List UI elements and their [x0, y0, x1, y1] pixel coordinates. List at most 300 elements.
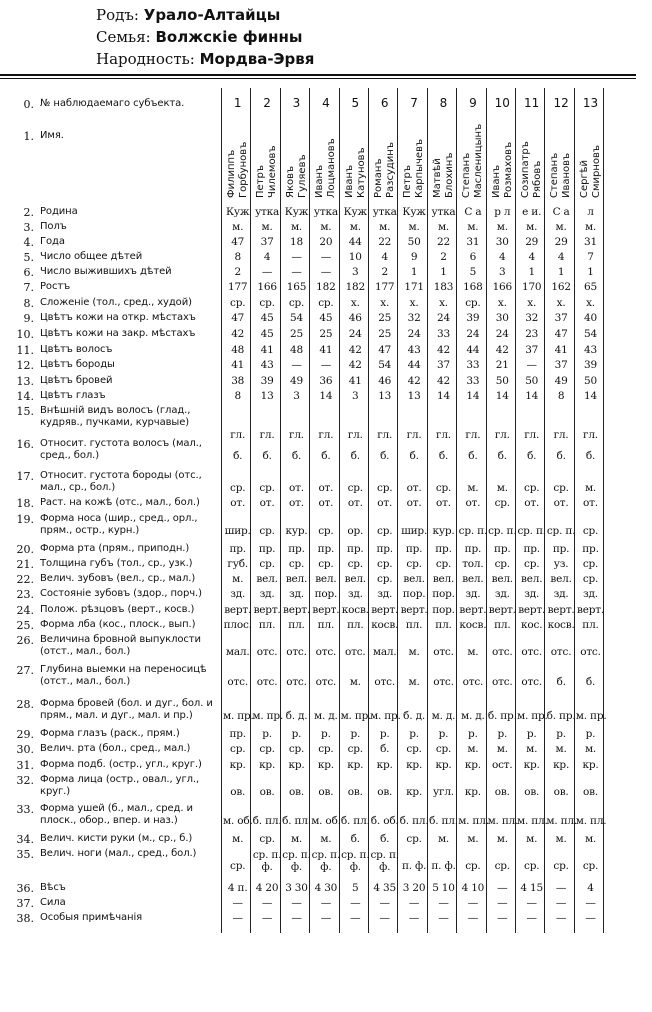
table-cell: 166	[257, 281, 277, 293]
subject-number: 1	[233, 96, 242, 110]
table-cell: вел.	[256, 573, 278, 585]
table-cell: ср. п.	[488, 525, 517, 537]
table-cell: 24	[348, 328, 362, 340]
table-cell: 43	[260, 359, 274, 371]
row-number: 20.	[16, 543, 34, 556]
table-cell: 14	[525, 390, 539, 402]
table-cell: х.	[380, 297, 390, 309]
table-cell: отс.	[433, 676, 454, 688]
row-label: Внѣшній видъ волосъ (глад., кудряв., пучками, курчавые)	[40, 405, 191, 428]
table-cell: 36	[319, 375, 333, 387]
table-cell: м.	[496, 833, 508, 845]
row-number: 9.	[23, 312, 34, 325]
table-cell: пл.	[582, 619, 599, 631]
table-cell: 5	[352, 882, 359, 894]
subject-name	[432, 116, 456, 198]
table-cell: кр.	[317, 759, 334, 771]
row-number: 34.	[16, 833, 34, 846]
table-cell: ср.	[582, 558, 599, 570]
table-cell: пр.	[494, 543, 511, 555]
row-number: 19.	[16, 513, 34, 526]
table-cell: м.	[496, 743, 508, 755]
table-cell: ср.	[377, 573, 393, 585]
subject-number: 6	[380, 96, 389, 110]
table-cell: м.	[584, 743, 597, 755]
table-cell: от.	[318, 497, 334, 509]
row-number: 10.	[16, 328, 34, 341]
table-cell: 182	[316, 281, 336, 293]
table-cell: зд.	[524, 588, 540, 600]
table-cell: ср.	[553, 860, 569, 872]
row-label: Число общее дѣтей	[40, 251, 143, 262]
row-number: 16.	[16, 438, 34, 451]
table-cell: —	[526, 912, 537, 924]
subject-number: 12	[553, 96, 569, 110]
table-cell: пр.	[347, 543, 364, 555]
row-number: 33.	[16, 803, 34, 816]
table-cell: м. об.	[311, 815, 341, 827]
row-label: Цвѣтъ глазъ	[40, 390, 106, 401]
table-cell: р.	[409, 728, 419, 740]
table-cell: м. пр.	[517, 710, 548, 722]
table-cell: ов.	[259, 786, 275, 798]
table-cell: верт.	[371, 604, 399, 616]
table-cell: 165	[286, 281, 307, 293]
table-cell: ов.	[583, 786, 598, 798]
table-cell: отс.	[550, 646, 572, 658]
subject-number: 3	[292, 96, 301, 110]
row-number: 22.	[16, 573, 34, 586]
table-cell: вел.	[521, 573, 543, 585]
table-cell: 23	[525, 328, 539, 340]
table-cell: б. д.	[403, 710, 425, 722]
table-cell: б. пр.	[487, 710, 517, 722]
table-cell: —	[555, 912, 567, 924]
table-cell: верт.	[282, 604, 310, 616]
table-cell: пр.	[523, 543, 540, 555]
table-cell: м.	[496, 482, 508, 494]
row-number: 31.	[16, 759, 34, 772]
table-cell: уз.	[553, 558, 569, 570]
table-cell: кр.	[376, 759, 393, 771]
table-cell: ср.	[553, 482, 569, 494]
row-label: № наблюдаемаго субъекта.	[40, 98, 185, 109]
table-cell: 37	[260, 236, 274, 248]
table-cell: ов.	[524, 786, 540, 798]
row-label: Вѣсъ	[40, 882, 66, 893]
table-cell: 8	[557, 390, 565, 402]
table-cell: 45	[260, 312, 274, 324]
table-cell: м.	[437, 833, 450, 845]
table-cell: б. пл.	[429, 815, 458, 827]
table-cell: 8	[234, 251, 241, 263]
table-cell: 32	[525, 312, 539, 324]
table-cell: 14	[466, 390, 480, 402]
subject-number: 8	[439, 96, 448, 110]
table-cell: ов.	[289, 786, 304, 798]
table-cell: ов.	[347, 786, 363, 798]
table-cell: отс.	[521, 676, 542, 688]
table-cell: б. пл.	[282, 815, 311, 827]
table-cell: 3	[352, 266, 359, 278]
table-cell: м. д.	[431, 710, 456, 722]
table-cell: 33	[466, 359, 480, 371]
table-cell: 24	[407, 328, 421, 340]
table-cell: отс.	[315, 646, 337, 658]
table-cell: м. пл.	[487, 815, 519, 827]
table-cell: —	[408, 912, 420, 924]
table-cell: 8	[234, 390, 241, 402]
table-cell: м.	[584, 833, 597, 845]
table-cell: 3 30	[285, 882, 308, 894]
table-cell: 47	[554, 328, 568, 340]
table-cell: косв.	[371, 619, 399, 631]
table-cell: б.	[233, 450, 243, 462]
table-cell: косв.	[341, 604, 369, 616]
table-cell: —	[526, 359, 537, 371]
row-number: 15.	[16, 405, 34, 418]
row-number: 14.	[16, 390, 34, 403]
subject-name	[491, 116, 515, 198]
row-label: Форма глазъ (раск., прям.)	[40, 728, 180, 739]
table-cell: м.	[320, 221, 332, 233]
table-cell: плос.	[223, 619, 252, 631]
table-cell: 2	[234, 266, 241, 278]
table-cell: 1	[440, 266, 447, 278]
table-cell: —	[555, 897, 567, 909]
table-cell: —	[320, 897, 332, 909]
table-cell: м. д.	[314, 710, 338, 722]
table-cell: м.	[232, 221, 244, 233]
table-cell: ср.	[259, 833, 275, 845]
subject-first-name: Иванъ	[343, 164, 355, 198]
table-cell: кос.	[521, 619, 543, 631]
row-number: 3.	[23, 221, 34, 234]
table-cell: пр.	[258, 543, 276, 555]
table-cell: м.	[467, 482, 479, 494]
table-cell: —	[261, 897, 273, 909]
table-cell: ср.	[230, 860, 246, 872]
table-cell: пл.	[494, 619, 511, 631]
table-cell: 18	[290, 236, 303, 248]
table-cell: пл.	[347, 619, 364, 631]
row-label: Велич. зубовъ (вел., ср., мал.)	[40, 573, 196, 584]
row-number: 4.	[23, 236, 34, 249]
subject-name	[255, 116, 279, 198]
table-cell: —	[291, 266, 302, 278]
table-cell: р.	[526, 728, 537, 740]
table-cell: ср.	[582, 525, 599, 537]
narodnost-label: Народность:	[96, 50, 195, 68]
table-cell: 24	[437, 312, 450, 324]
table-cell: кр.	[582, 759, 599, 771]
table-cell: —	[261, 912, 273, 924]
table-cell: гл.	[406, 429, 422, 441]
row-label: Форма подб. (остр., угл., круг.)	[40, 759, 202, 770]
table-cell: 170	[521, 281, 542, 293]
subject-first-name: Созипатръ	[520, 141, 531, 198]
table-cell: гл.	[289, 429, 304, 441]
table-cell: ов.	[377, 786, 393, 798]
table-cell: от.	[583, 497, 598, 509]
row-number: 18.	[16, 497, 34, 510]
table-cell: ов.	[230, 786, 246, 798]
subject-first-name: Иванъ	[490, 164, 502, 198]
row-label: Форма рта (прям., приподн.)	[40, 543, 190, 554]
table-cell: м.	[379, 221, 391, 233]
table-cell: 42	[231, 328, 245, 340]
table-cell: 39	[584, 359, 597, 371]
table-cell: м.	[526, 743, 538, 755]
row-number: 2.	[23, 206, 34, 219]
table-cell: пл.	[317, 619, 335, 631]
table-cell: вел.	[285, 573, 308, 585]
row-label: Форма носа (шир., сред., орл., прям., остр., курн.)	[40, 513, 198, 536]
table-cell: ср. п. ф.	[252, 849, 282, 873]
table-cell: кр.	[288, 759, 305, 771]
table-cell: 162	[551, 281, 571, 293]
table-cell: х.	[409, 297, 419, 309]
table-cell: пр.	[317, 543, 335, 555]
table-cell: б.	[321, 450, 331, 462]
table-cell: пл.	[405, 619, 423, 631]
row-label: Толщина губъ (тол., ср., узк.)	[40, 558, 193, 569]
table-cell: м.	[408, 676, 420, 688]
table-cell: 4	[499, 251, 506, 263]
table-cell: м. пр.	[223, 710, 254, 722]
table-cell: ср. п.	[517, 525, 546, 537]
table-cell: м.	[584, 482, 597, 494]
table-cell: р.	[585, 728, 596, 740]
table-cell: б.	[556, 676, 566, 688]
table-cell: С а	[552, 206, 570, 218]
row-label: Число выжившихъ дѣтей	[40, 266, 172, 277]
table-cell: б.	[380, 833, 390, 845]
table-cell: 183	[433, 281, 454, 293]
table-cell: м. пр.	[370, 710, 401, 722]
table-cell: м.	[467, 743, 479, 755]
table-cell: 41	[231, 359, 245, 371]
table-cell: —	[320, 359, 332, 371]
table-cell: м.	[467, 646, 479, 658]
table-cell: пр.	[229, 728, 246, 740]
row-number: 28.	[16, 698, 34, 711]
row-label: Форма бровей (бол. и дуг., бол. и прям., мал. и дуг., мал. и пр.)	[40, 698, 213, 721]
table-cell: гл.	[465, 429, 481, 441]
table-cell: Куж	[226, 206, 250, 218]
table-cell: отс.	[286, 676, 307, 688]
subject-number: 2	[263, 96, 271, 110]
table-cell: 41	[348, 375, 362, 387]
table-cell: 10	[348, 251, 362, 263]
subject-last-name: Горбуновъ	[238, 141, 249, 198]
table-cell: 33	[437, 328, 450, 340]
table-cell: 44	[466, 344, 480, 356]
table-cell: 25	[378, 328, 392, 340]
row-label: Велич. рта (бол., сред., мал.)	[40, 743, 191, 754]
table-cell: б. пл.	[399, 815, 429, 827]
table-cell: отс.	[286, 646, 307, 658]
table-cell: —	[291, 912, 302, 924]
subject-first-name: Романъ	[373, 158, 384, 198]
table-cell: р.	[291, 728, 302, 740]
table-cell: кр.	[406, 759, 423, 771]
row-number: 32.	[16, 774, 34, 787]
table-cell: ср. п. ф.	[370, 849, 399, 873]
table-cell: ср.	[377, 558, 393, 570]
table-cell: м. пр.	[575, 710, 607, 722]
table-cell: б.	[497, 450, 507, 462]
table-cell: м.	[437, 221, 450, 233]
subject-number: 10	[494, 96, 510, 110]
table-cell: м.	[349, 676, 361, 688]
table-cell: пр.	[435, 543, 452, 555]
table-cell: 1	[410, 266, 418, 278]
table-cell: ср.	[494, 497, 510, 509]
table-cell: 29	[525, 236, 539, 248]
row-label: Года	[40, 236, 65, 247]
table-cell: м.	[526, 221, 538, 233]
table-cell: 2	[440, 251, 447, 263]
table-cell: р.	[438, 728, 449, 740]
table-cell: ср.	[259, 297, 275, 309]
table-cell: ср.	[318, 297, 334, 309]
table-cell: от.	[406, 497, 422, 509]
table-cell: 39	[466, 312, 480, 324]
table-cell: гл.	[259, 429, 275, 441]
table-cell: 30	[495, 236, 509, 248]
table-cell: утка	[313, 206, 338, 218]
table-cell: 38	[231, 375, 245, 387]
table-cell: м. пр.	[340, 710, 372, 722]
table-cell: угл.	[433, 786, 454, 798]
table-cell: отс.	[492, 676, 513, 688]
table-cell: гл.	[524, 429, 540, 441]
table-cell: 54	[290, 312, 303, 324]
table-cell: ср.	[259, 482, 275, 494]
subject-number: 5	[351, 96, 360, 110]
table-cell: м.	[467, 833, 479, 845]
subject-last-name: Масленицынъ	[473, 123, 485, 198]
table-cell: 1	[557, 266, 565, 278]
table-cell: ср.	[318, 525, 334, 537]
semya-value: Волжскіе финны	[155, 28, 303, 46]
table-cell: 4 10	[461, 882, 485, 894]
row-label: Относит. густота волосъ (мал., сред., бол.)	[40, 438, 202, 461]
table-cell: верт.	[253, 604, 281, 616]
subject-first-name: Яковъ	[284, 165, 296, 198]
table-cell: гл.	[553, 429, 569, 441]
row-label: Цвѣтъ кожи на откр. мѣстахъ	[40, 312, 196, 323]
row-label: Особыя примѣчанія	[40, 912, 143, 923]
table-cell: пл.	[435, 619, 452, 631]
table-cell: 13	[407, 390, 421, 402]
table-cell: верт.	[312, 604, 340, 616]
table-cell: 30	[495, 312, 509, 324]
table-cell: ср.	[494, 558, 510, 570]
subject-name	[520, 116, 544, 198]
row-label: Велич. кисти руки (м., ср., б.)	[40, 833, 193, 844]
table-cell: ср.	[582, 860, 599, 872]
table-cell: б.	[350, 833, 360, 845]
table-cell: 47	[378, 344, 392, 356]
table-cell: кур.	[285, 525, 308, 537]
table-cell: 24	[495, 328, 509, 340]
table-cell: отс.	[345, 646, 366, 658]
table-cell: верт.	[224, 604, 252, 616]
table-cell: кр.	[406, 786, 423, 798]
subject-last-name: Карпычевъ	[414, 138, 426, 198]
table-cell: 177	[227, 281, 248, 293]
table-cell: косв.	[547, 619, 575, 631]
table-cell: р.	[262, 728, 272, 740]
row-label: Имя.	[40, 130, 64, 141]
table-cell: —	[585, 912, 596, 924]
table-cell: кур.	[432, 525, 455, 537]
table-cell: 47	[231, 312, 245, 324]
table-cell: ср.	[288, 297, 305, 309]
table-cell: р.	[379, 728, 390, 740]
subject-number: 13	[582, 96, 599, 110]
table-cell: отс.	[227, 676, 248, 688]
table-cell: гл.	[494, 429, 510, 441]
subject-number: 11	[524, 96, 540, 110]
table-cell: 44	[407, 359, 421, 371]
row-number: 0.	[23, 98, 34, 111]
table-cell: зд.	[465, 588, 481, 600]
row-number: 24.	[16, 604, 34, 617]
table-cell: м. пл.	[458, 815, 489, 827]
table-cell: от.	[436, 497, 451, 509]
row-number: 29.	[16, 728, 34, 741]
table-cell: 32	[407, 312, 421, 324]
table-cell: —	[497, 897, 508, 909]
table-cell: —	[291, 897, 302, 909]
table-cell: вел.	[403, 573, 425, 585]
table-cell: м.	[290, 833, 303, 845]
table-cell: ср. п. ф.	[282, 849, 311, 873]
table-cell: 20	[319, 236, 333, 248]
table-cell: 50	[495, 375, 509, 387]
table-cell: 3	[499, 266, 506, 278]
subject-number: 7	[410, 96, 418, 110]
row-number: 30.	[16, 743, 34, 756]
table-cell: кр.	[553, 759, 570, 771]
table-cell: р.	[556, 728, 566, 740]
table-cell: 42	[348, 344, 362, 356]
table-cell: зд.	[347, 588, 363, 600]
table-cell: 7	[587, 251, 594, 263]
table-cell: гл.	[436, 429, 451, 441]
table-cell: пор.	[432, 604, 455, 616]
subject-name	[549, 116, 573, 198]
table-cell: верт.	[459, 604, 487, 616]
table-cell: от.	[318, 482, 334, 494]
column-rule	[221, 88, 222, 933]
table-cell: 14	[319, 390, 333, 402]
table-cell: ср.	[494, 860, 510, 872]
table-cell: ср.	[347, 743, 363, 755]
table-cell: м.	[408, 646, 420, 658]
table-cell: зд.	[377, 588, 393, 600]
row-label: Форма лица (остр., овал., угл., круг.)	[40, 774, 200, 797]
table-cell: —	[467, 912, 479, 924]
table-cell: б.	[350, 450, 360, 462]
table-cell: кр.	[347, 759, 364, 771]
table-cell: 4 30	[314, 882, 338, 894]
table-cell: зд.	[259, 588, 275, 600]
table-cell: 4 35	[373, 882, 396, 894]
